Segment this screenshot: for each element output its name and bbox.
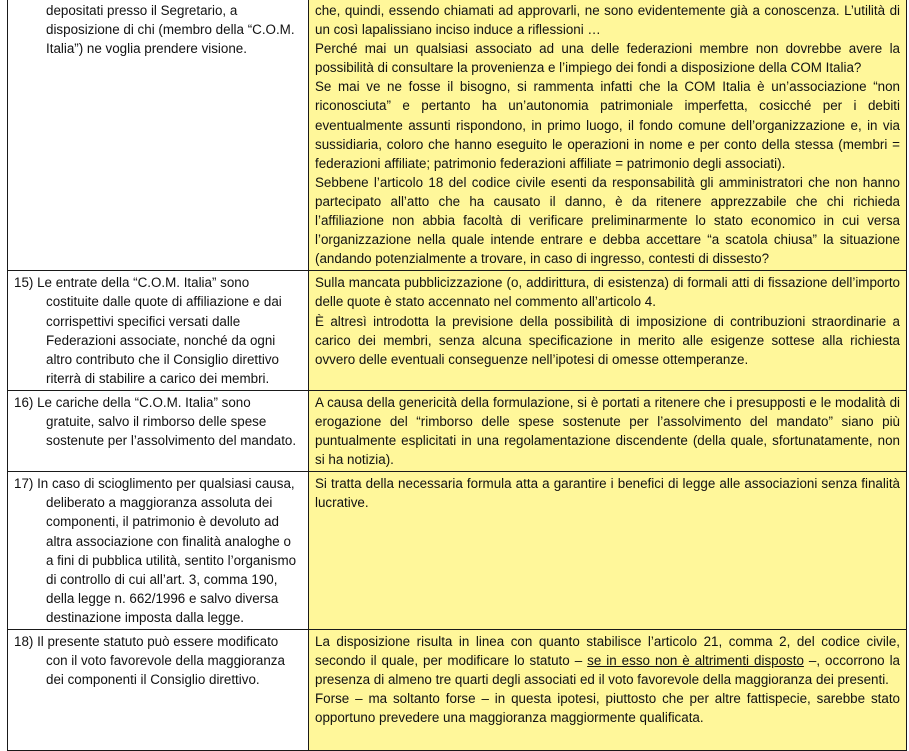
comment-cell [309,472,907,630]
article-text: depositati presso il Segretario, a disposizione di chi (membro della “C.O.M. Italia”) ne voglia prendere visione. [46,3,295,57]
comment-cell [309,0,907,271]
comment-text: –, occorrono la presenza di almeno tre quarti degli associati ed il voto favorevole della maggioranza dei presenti. [315,653,900,688]
table-row [8,472,907,630]
comment-cell [309,390,907,471]
article-text: 17) In caso di scioglimento per qualsiasi causa, deliberato a maggioranza assoluta dei componenti, il patrimonio è devoluto ad altra associazione con finalità analoghe o a fini di pubblica utilità, sentito l’organismo di controllo di cui all’art. 3, comma 190, della legge n. 662/1996 e salvo diversa destinazione imposta dalla legge. [14,476,297,625]
comment-paragraph: Se mai ve ne fosse il bisogno, si rammenta infatti che la COM Italia è un’associazione “non riconosciuta” e pertanto ha un’autonomia patrimoniale imperfetta, cosicché per i debiti eventualmente assunti rispondono, in primo luogo, il fondo comune dell’organizzazione e, in via sussidiaria, coloro che hanno eseguito le operazioni in nome e per conto della stessa (membri = federazioni affiliate; patrimonio federazioni affiliate = patrimonio degli associati). [315,79,900,171]
comment-paragraph: Si tratta della necessaria formula atta a garantire i benefici di legge alle associazioni senza finalità lucrative. [315,476,900,511]
article-cell [8,630,309,751]
comment-paragraph: Sulla mancata pubblicizzazione (o, addirittura, di esistenza) di formali atti di fissazione dell’importo delle quote è stato accennato nel commento all’articolo 4. [315,275,900,310]
comment-paragraph: A causa della genericità della formulazione, si è portati a ritenere che i presupposti e le modalità di erogazione del “rimborso delle spese sostenute per l’assolvimento del mandato” siano più puntualmente esplicitati in una regolamentazione discendente (della quale, sfortunatamente, non si ha notizia). [315,394,900,468]
comment-cell [309,271,907,391]
table-row [8,390,907,471]
comment-paragraph: che, quindi, essendo chiamati ad approvarli, ne sono evidentemente già a conoscenza. L’utilità di un così lapalissiano inciso induce a riflessioni … [315,3,900,38]
comment-paragraph: Perché mai un qualsiasi associato ad una delle federazioni membre non dovrebbe avere la possibilità di consultare la provenienza e l’impiego dei fondi a disposizione della COM Italia? [315,41,900,76]
article-cell [8,390,309,471]
comment-paragraph: Forse – ma soltanto forse – in questa ipotesi, piuttosto che per altre fattispecie, sarebbe stato opportuno prevedere una maggioranza maggiormente qualificata. [315,691,900,726]
statute-comment-table [7,0,907,751]
article-cell [8,472,309,630]
comment-text: La disposizione risulta in linea con quanto stabilisce l’articolo 21, comma 2, del codice civile, secondo il quale, per modificare lo statuto – [315,634,900,669]
comment-paragraph: Sebbene l’articolo 18 del codice civile esenti da responsabilità gli amministratori che non hanno partecipato all’atto che ha causato il danno, è da ritenere apprezzabile che chi richieda l’affiliazione non abbia facoltà di verificare preliminarmente lo stato economico in cui versa l’organizzazione nella quale intende entrare e debba accettare “a scatola chiusa” la situazione (andando potenzialmente a trovare, in caso di ingresso, contesti di dissesto? [315,174,900,267]
article-text: 16) Le cariche della “C.O.M. Italia” sono gratuite, salvo il rimborso delle spese sostenute per l’assolvimento del mandato. [14,394,297,449]
comment-paragraph [315,632,900,689]
article-cell [8,0,309,271]
underlined-phrase: se in esso non è altrimenti disposto [587,653,804,669]
comment-cell [309,630,907,751]
table-row [8,630,907,751]
article-text: 18) Il presente statuto può essere modificato con il voto favorevole della maggioranza dei componenti il Consiglio direttivo. [14,634,285,688]
comment-paragraph: È altresì introdotta la previsione della possibilità di imposizione di contribuzioni straordinarie a carico dei membri, senza alcuna specificazione in merito alle esigenze sottese alla richiesta ovvero delle eventuali conseguenze nell’ipotesi di omesse ottemperanze. [315,313,900,367]
article-cell [8,271,309,391]
table-row [8,0,907,271]
table-row [8,271,907,391]
article-text: 15) Le entrate della “C.O.M. Italia” sono costituite dalle quote di affiliazione e dai corrispettivi specifici versati dalle Federazioni associate, nonché da ogni altro contributo che il Consiglio direttivo riterrà di stabilire a carico dei membri. [14,275,282,386]
